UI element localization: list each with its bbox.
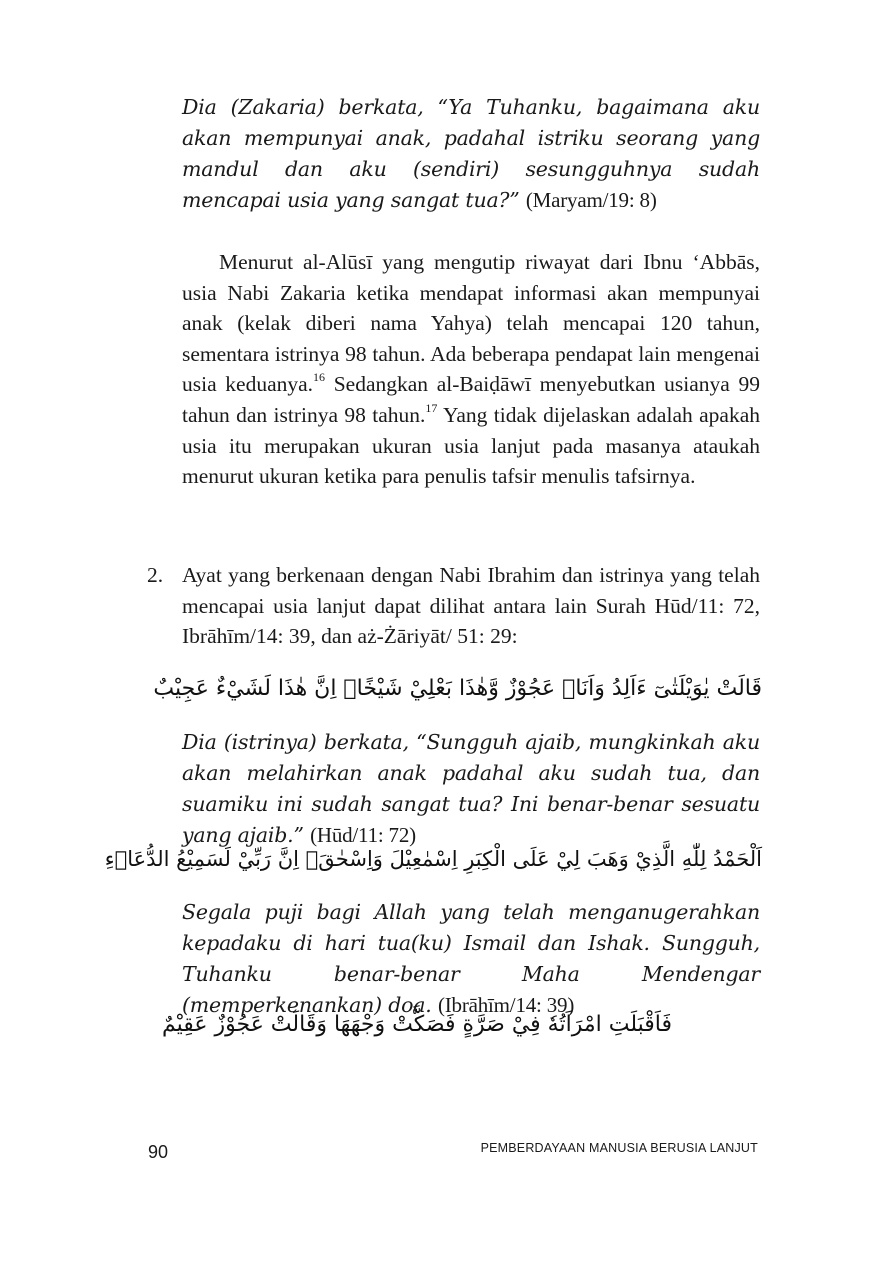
quote-translation-text: Dia (Zakaria) berkata, “Ya Tuhanku, bagaimana aku akan mempunyai anak, padahal istriku seorang yang mandul dan aku (sendiri) sesungguhnya sudah mencapai usia yang sangat tua?” <box>182 95 760 212</box>
quote-translation-maryam <box>182 92 760 216</box>
quote-reference: (Maryam/19: 8) <box>525 188 657 212</box>
page-number: 90 <box>148 1142 169 1162</box>
footnote-marker-16[interactable]: 16 <box>313 370 326 385</box>
running-footer-title: PEMBERDAYAAN MANUSIA BERUSIA LANJUT <box>480 1141 758 1155</box>
paragraph-text-3: Yang tidak dijelaskan adalah apakah usia itu merupakan ukuran usia lanjut pada masanya ataukah menurut ukuran ketika para penulis tafsir menulis tafsirnya. <box>182 402 760 489</box>
verse-reference: (Ibrāhīm/14: 39) <box>437 993 575 1017</box>
footnote-marker-17[interactable]: 17 <box>425 400 438 415</box>
list-item-number: 2. <box>147 563 164 587</box>
paragraph-text-1: Menurut al-Alūsī yang mengutip riwayat dari Ibnu ‘Abbās, usia Nabi Zakaria ketika mendapat informasi akan mempunyai anak (kelak diberi nama Yahya) telah mencapai 120 tahun, sementara istrinya 98 tahun. Ada beberapa pendapat lain mengenai usia keduanya. <box>182 250 760 397</box>
list-item-text: Ayat yang berkenaan dengan Nabi Ibrahim dan istrinya yang telah mencapai usia lanjut dapat dilihat antara lain Surah Hūd/11: 72, Ibrāhīm/14: 39, dan aż-Żāriyāt/ 51: 29: <box>182 563 760 649</box>
verse-translation-text: Dia (istrinya) berkata, “Sungguh ajaib, mungkinkah aku akan melahirkan anak padahal aku sudah tua, dan suamiku ini sudah sangat tua? Ini benar-benar sesuatu yang ajaib.” <box>182 730 760 847</box>
body-paragraph <box>182 247 760 492</box>
arabic-verse-dzariyat: فَاَقْبَلَتِ امْرَاَتُهٗ فِيْ صَرَّةٍ فَصَكَّتْ وَجْهَهَا وَقَالَتْ عَجُوْزٌ عَقِيْمٌ <box>161 1012 672 1037</box>
arabic-verse-ibrahim: اَلْحَمْدُ لِلّٰهِ الَّذِيْ وَهَبَ لِيْ عَلَى الْكِبَرِ اِسْمٰعِيْلَ وَاِسْحٰقَۗ اِنَّ رَبِّيْ لَسَمِيْعُ الدُّعَاۤءِ <box>104 847 762 871</box>
verse-translation-hud <box>182 727 760 851</box>
verse-reference: (Hūd/11: 72) <box>310 823 416 847</box>
arabic-verse-hud: قَالَتْ يٰوَيْلَتٰىٓ ءَاَلِدُ وَاَنَا۠ عَجُوْزٌ وَّهٰذَا بَعْلِيْ شَيْخًاۗ اِنَّ هٰذَا لَشَيْءٌ عَجِيْبٌ <box>153 676 762 701</box>
verse-translation-text: Segala puji bagi Allah yang telah menganugerahkan kepadaku di hari tua(ku) Ismail dan Ishak. Sungguh, Tuhanku benar-benar Maha Mendengar (memperkenankan) doa. <box>182 900 760 1017</box>
paragraph-text-2: Sedangkan al-Baiḍāwī menyebutkan usianya 99 tahun dan istrinya 98 tahun. <box>182 372 760 427</box>
